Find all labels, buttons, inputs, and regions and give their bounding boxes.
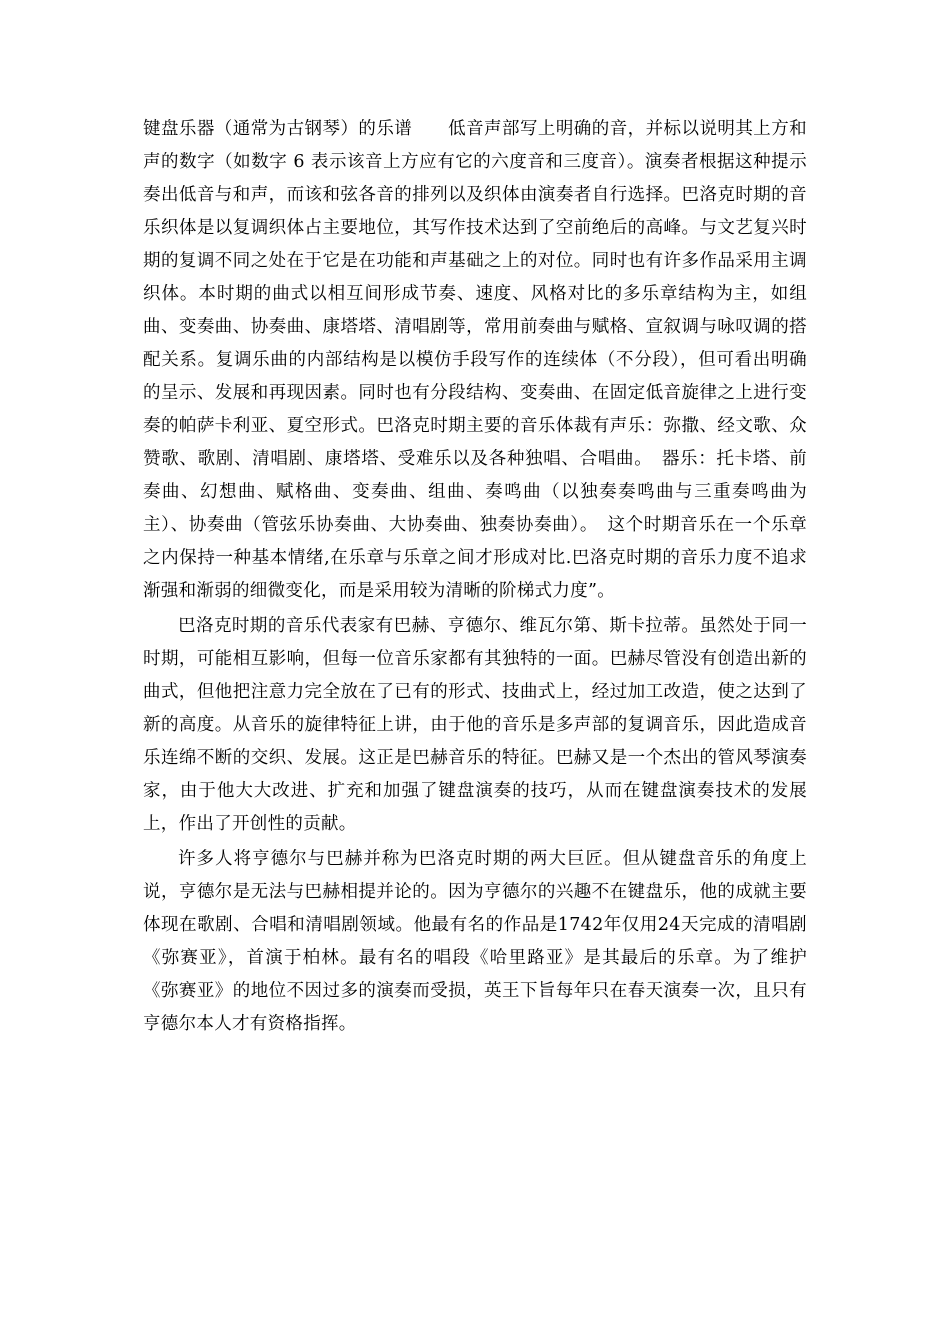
document-page (143, 113, 807, 1041)
paragraph-baroque-composers: 巴洛克时期的音乐代表家有巴赫、亨德尔、维瓦尔第、斯卡拉蒂。虽然处于同一时期，可能相互影响，但每一位音乐家都有其独特的一面。巴赫尽管没有创造出新的曲式，但他把注意力完全放在了已有的形式、技曲式上，经过加工改造，使之达到了新的高度。从音乐的旋律特征上讲，由于他的音乐是多声部的复调音乐，因此造成音乐连绵不断的交织、发展。这正是巴赫音乐的特征。巴赫又是一个杰出的管风琴演奏家，由于他大大改进、扩充和加强了键盘演奏的技巧，从而在键盘演奏技术的发展上，作出了开创性的贡献。 (143, 616, 807, 834)
paragraph-baroque-texture: 键盘乐器（通常为古钢琴）的乐谱 低音声部写上明确的音，并标以说明其上方和声的数字（如数字 6 表示该音上方应有它的六度音和三度音）。演奏者根据这种提示奏出低音与和声，而该和弦各音的排列以及织体由演奏者自行选择。巴洛克时期的音乐织体是以复调织体占主要地位，其写作技术达到了空前绝后的高峰。与文艺复兴时期的复调不同之处在于它是在功能和声基础之上的对位。同时也有许多作品采用主调织体。本时期的曲式以相互间形成节奏、速度、风格对比的多乐章结构为主，如组曲、变奏曲、协奏曲、康塔塔、清唱剧等，常用前奏曲与赋格、宣叙调与咏叹调的搭配关系。复调乐曲的内部结构是以模仿手段写作的连续体（不分段），但可看出明确的呈示、发展和再现因素。同时也有分段结构、变奏曲、在固定低音旋律之上进行变奏的帕萨卡利亚、夏空形式。巴洛克时期主要的音乐体裁有声乐：弥撒、经文歌、众赞歌、歌剧、清唱剧、康塔塔、受难乐以及各种独唱、合唱曲。 器乐：托卡塔、前奏曲、幻想曲、赋格曲、变奏曲、组曲、奏鸣曲（以独奏奏鸣曲与三重奏鸣曲为主）、协奏曲（管弦乐协奏曲、大协奏曲、独奏协奏曲）。 这个时期音乐在一个乐章之内保持一种基本情绪,在乐章与乐章之间才形成对比.巴洛克时期的音乐力度不追求渐强和渐弱的细微变化，而是采用较为清晰的阶梯式力度”。 (143, 119, 807, 601)
paragraph-handel: 许多人将亨德尔与巴赫并称为巴洛克时期的两大巨匠。但从键盘音乐的角度上说，亨德尔是无法与巴赫相提并论的。因为亨德尔的兴趣不在键盘乐，他的成就主要体现在歌剧、合唱和清唱剧领域。他最有名的作品是1742年仅用24天完成的清唱剧《弥赛亚》，首演于柏林。最有名的唱段《哈里路亚》是其最后的乐章。为了维护《弥赛亚》的地位不因过多的演奏而受损，英王下旨每年只在春天演奏一次，且只有亨德尔本人才有资格指挥。 (143, 849, 807, 1034)
